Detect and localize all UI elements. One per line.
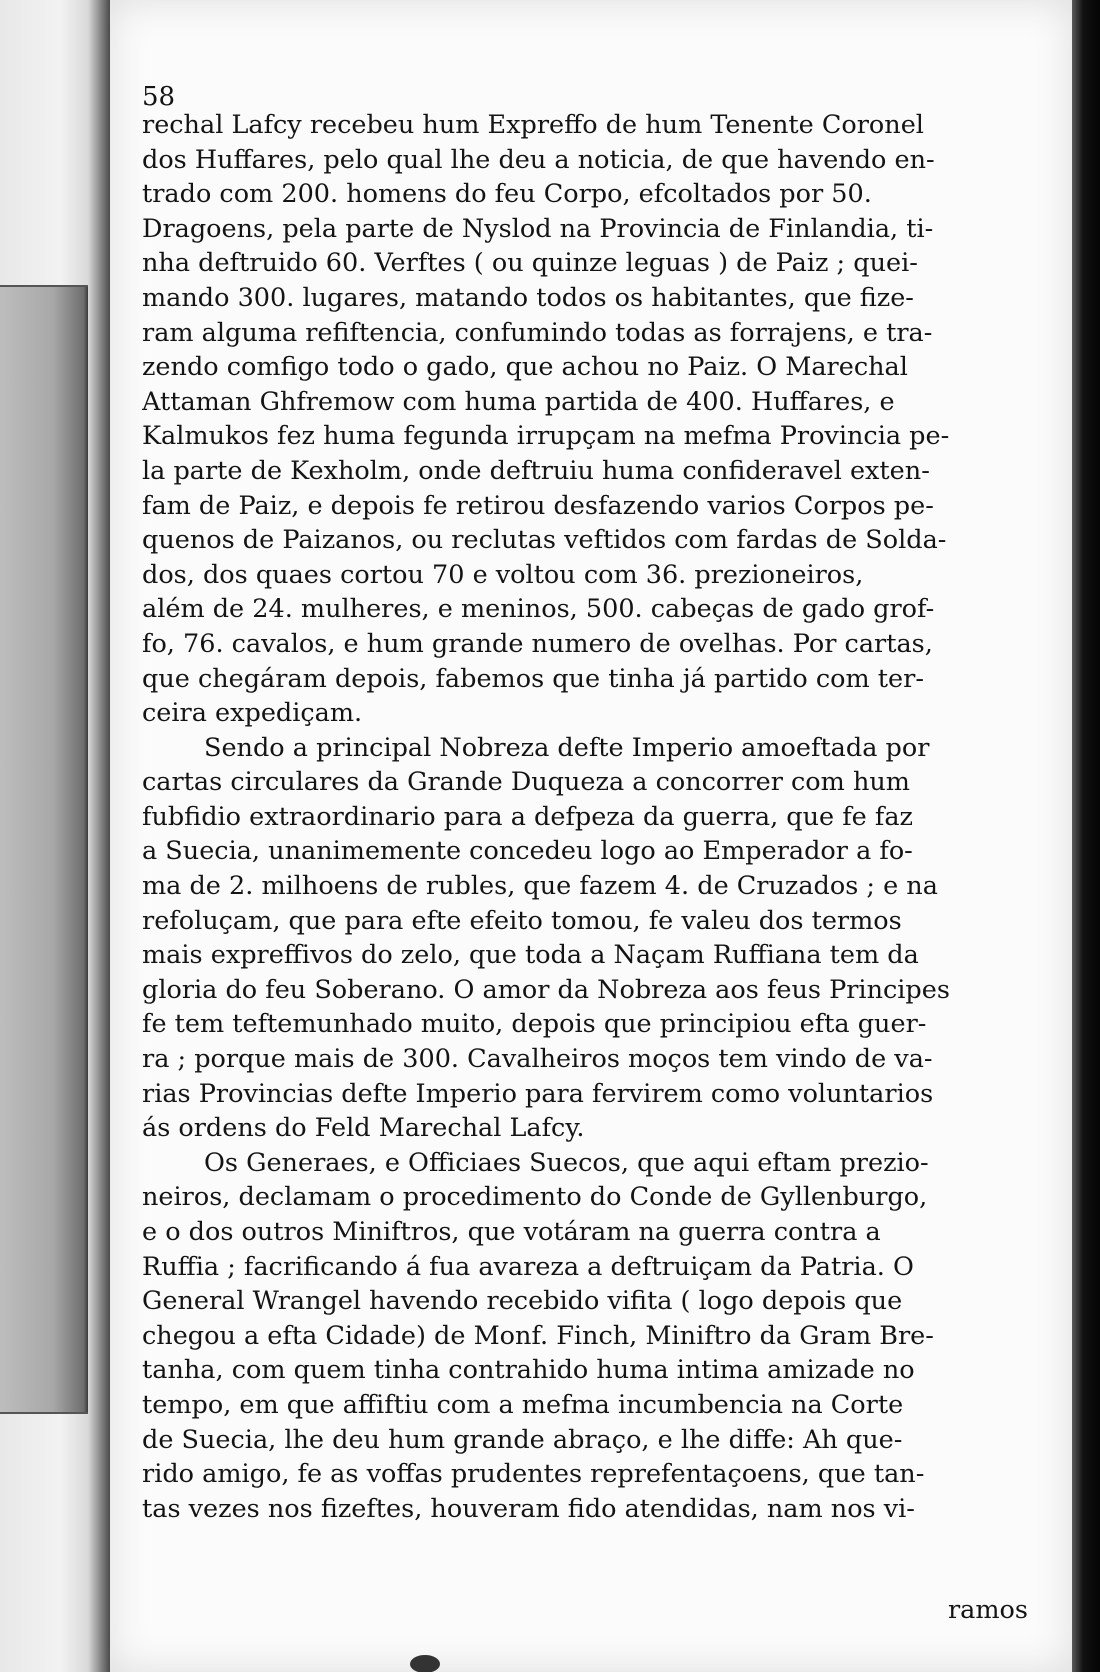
text-line: Attaman Ghfremow com huma partida de 400. Huffares, e <box>142 386 895 417</box>
right-gutter-shadow <box>1072 0 1100 1672</box>
text-line: tempo, em que affiftiu com a mefma incumbencia na Corte <box>142 1389 904 1420</box>
page-body-text <box>142 108 1047 1526</box>
text-line: ás ordens do Feld Marechal Lafcy. <box>142 1113 585 1144</box>
text-line: rechal Lafcy recebeu hum Expreffo de hum Tenente Coronel <box>142 110 924 140</box>
text-line: mando 300. lugares, matando todos os habitantes, que fize- <box>142 282 914 313</box>
text-line: General Wrangel havendo recebido vifita ( logo depois que <box>142 1286 903 1317</box>
text-line: chegou a efta Cidade) de Monf. Finch, Miniftro da Gram Bre- <box>142 1320 934 1351</box>
text-line: refoluçam, que para efte efeito tomou, fe valeu dos termos <box>142 905 902 936</box>
text-line: além de 24. mulheres, e meninos, 500. cabeças de gado grof- <box>142 594 935 625</box>
text-line: cartas circulares da Grande Duqueza a concorrer com hum <box>142 767 910 798</box>
text-line: quenos de Paizanos, ou reclutas veftidos com fardas de Solda- <box>142 525 947 556</box>
facing-page-edge <box>0 285 88 1414</box>
text-line: rias Provincias defte Imperio para fervirem como voluntarios <box>142 1078 934 1109</box>
text-line: ceira expediçam. <box>142 698 363 729</box>
text-line: nha deftruido 60. Verftes ( ou quinze leguas ) de Paiz ; quei- <box>142 248 918 279</box>
text-line: neiros, declamam o procedimento do Conde de Gyllenburgo, <box>142 1182 928 1213</box>
text-line: ram alguma refiftencia, confumindo todas as forrajens, e tra- <box>142 317 933 348</box>
text-line: zendo comfigo todo o gado, que achou no Paiz. O Marechal <box>142 352 908 383</box>
text-line: trado com 200. homens do feu Corpo, efcoltados por 50. <box>142 179 872 210</box>
text-line: ra ; porque mais de 300. Cavalheiros moços tem vindo de va- <box>142 1044 933 1075</box>
text-line: a Suecia, unanimemente concedeu logo ao Emperador a fo- <box>142 836 913 867</box>
text-line: Os Generaes, e Officiaes Suecos, que aqui eftam prezio- <box>204 1147 929 1178</box>
text-line: tas vezes nos fizeftes, houveram fido atendidas, nam nos vi- <box>142 1493 915 1524</box>
text-line: que chegáram depois, fabemos que tinha já partido com ter- <box>142 663 924 694</box>
text-line: tanha, com quem tinha contrahido huma intima amizade no <box>142 1355 915 1386</box>
text-line: Dragoens, pela parte de Nyslod na Provincia de Finlandia, ti- <box>142 213 934 244</box>
text-line: fubfidio extraordinario para a defpeza da guerra, que fe faz <box>142 801 913 832</box>
text-line: Sendo a principal Nobreza defte Imperio amoeftada por <box>204 732 930 763</box>
page-number: 58 <box>142 82 176 112</box>
text-line: fo, 76. cavalos, e hum grande numero de ovelhas. Por cartas, <box>142 628 933 659</box>
text-line: de Suecia, lhe deu hum grande abraço, e lhe diffe: Ah que- <box>142 1424 903 1455</box>
text-line: dos Huffares, pelo qual lhe deu a noticia, de que havendo en- <box>142 144 935 175</box>
text-line: gloria do feu Soberano. O amor da Nobreza aos feus Principes <box>142 974 950 1005</box>
text-line: dos, dos quaes cortou 70 e voltou com 36. prezioneiros, <box>142 559 864 590</box>
text-line: fam de Paiz, e depois fe retirou desfazendo varios Corpos pe- <box>142 490 934 521</box>
text-line: e o dos outros Miniftros, que votáram na guerra contra a <box>142 1217 881 1247</box>
ink-smudge <box>410 1655 440 1672</box>
text-line: Ruffia ; facrificando á fua avareza a deftruiçam da Patria. O <box>142 1251 914 1282</box>
catchword: ramos <box>947 1595 1028 1625</box>
text-line: ma de 2. milhoens de rubles, que fazem 4. de Cruzados ; e na <box>142 871 938 902</box>
text-line: Kalmukos fez huma fegunda irrupçam na mefma Provincia pe- <box>142 421 950 452</box>
text-line: la parte de Kexholm, onde deftruiu huma confideravel exten- <box>142 455 930 486</box>
text-line: rido amigo, fe as voffas prudentes reprefentaçoens, que tan- <box>142 1459 925 1490</box>
text-line: fe tem teftemunhado muito, depois que principiou efta guer- <box>142 1009 927 1040</box>
text-line: mais expreffivos do zelo, que toda a Naçam Ruffiana tem da <box>142 940 919 971</box>
